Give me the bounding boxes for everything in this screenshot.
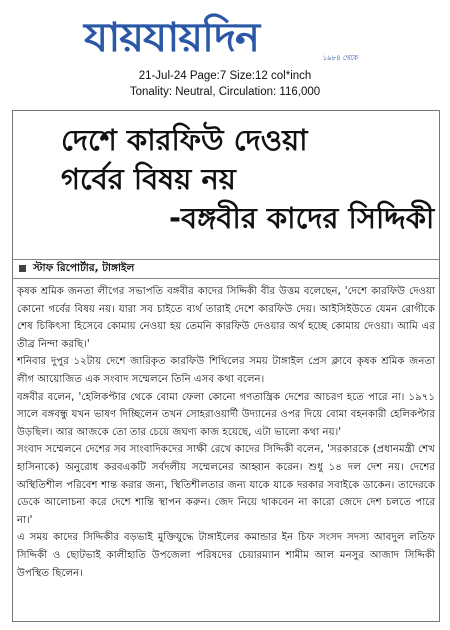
byline: স্টাফ রিপোর্টার, টাঙ্গাইল <box>33 262 135 274</box>
headline-line-1: দেশে কারফিউ দেওয়া <box>61 123 308 157</box>
paragraph: সংবাদ সম্মেলনে দেশের সব সাংবাদিকদের সাক্ষী রেখে কাদের সিদ্দিকী বলেন, 'সরকারকে (প্রধানমন্ত্রী শেখ হাসিনাকে) অনুরোধ করবএকটি সর্বদলীয় সম্মেলনের আহ্বান করেন। শুধু ১৪ দল দেশ নয়। দেশের অস্থিতিশীল পরিবেশ শান্ত করার জন্য, স্থিতিশীলতার জন্য যাকে যাকে দরকার সবাইকে ডাকেন। তাদেরকে ডেকে আলোচনা করে দেশে শান্তি স্থাপন করুন। জেদ নিয়ে থাকবেন না কারো জেদে দেশ চলতে পারে না।' <box>17 444 435 526</box>
paragraph: বঙ্গবীর বলেন, 'হেলিকপ্টার থেকে বোমা ফেলা কোনো গণতান্ত্রিক দেশের আচরণ হতে পারে না। ১৯৭১ সালে বঙ্গবন্ধু যখন ভাষণ দিচ্ছিলেন তখন সোহরাওয়ার্দী উদ্যানের ওপর দিয়ে বোমা বহনকারী হেলিকপ্টার উড়ছিল। আর আজকে তো তার চেয়ে জঘণ্য কাজ হয়েছে, এটা ভালো কথা নয়।' <box>17 391 435 438</box>
headline-attribution: -বঙ্গবীর কাদের সিদ্দিকী <box>169 201 435 235</box>
masthead-since: ১৯৮৪ থেকে <box>322 54 358 62</box>
paragraph: কৃষক শ্রমিক জনতা লীগের সভাপতি বঙ্গবীর কাদের সিদ্দিকী বীর উত্তম বলেছেন, 'দেশে কারফিউ দেওয়া কোনো গর্বের বিষয় নয়। যারা সব চাইতে ব্যর্থ তারাই দেশে কারফিউ দেয়। আইসিইউতে যেমন রোগীকে শেষ চিকিৎসা হিসেবে কোমায় নেওয়া হয় তেমনি কারফিউ দেওয়ার অর্থ হচ্ছে কোমায় দেওয়া। আমি এর তীব্র নিন্দা করছি।' <box>17 286 435 350</box>
square-bullet-icon <box>19 265 26 272</box>
clipping-meta-tonality: Tonality: Neutral, Circulation: 116,000 <box>129 86 321 98</box>
masthead-title: যায়যায়দিন <box>84 15 260 61</box>
headline-line-2: গর্বের বিষয় নয় <box>61 162 236 196</box>
article-body <box>17 283 435 582</box>
headline <box>61 121 435 238</box>
paragraph: শনিবার দুপুর ১২টায় দেশে জারিকৃত কারফিউ শিথিলের সময় টাঙ্গাইল প্রেস ক্লাবে কৃষক শ্রমিক জনতা লীগ আয়োজিত এক সংবাদ সম্মেলনে তিনি এসব কথা বলেন। <box>17 356 435 385</box>
clipping-meta-date: 21-Jul-24 Page:7 Size:12 col*inch <box>138 70 312 82</box>
article-clipping <box>12 110 440 622</box>
newspaper-masthead <box>84 8 364 64</box>
paragraph: এ সময় কাদের সিদ্দিকীর বড়ভাই মুক্তিযুদ্ধে টাঙ্গাইলের কমান্ডার ইন চিফ সংসদ সদস্য আবদুল লতিফ সিদ্দিকী ও ছোটভাই কালীহাতি উপজেলা পরিষদের চেয়ারম্যান শামীম আল মনসুর আজাদ সিদ্দিকী উপস্থিত ছিলেন। <box>17 532 435 579</box>
byline-bar <box>13 259 439 279</box>
